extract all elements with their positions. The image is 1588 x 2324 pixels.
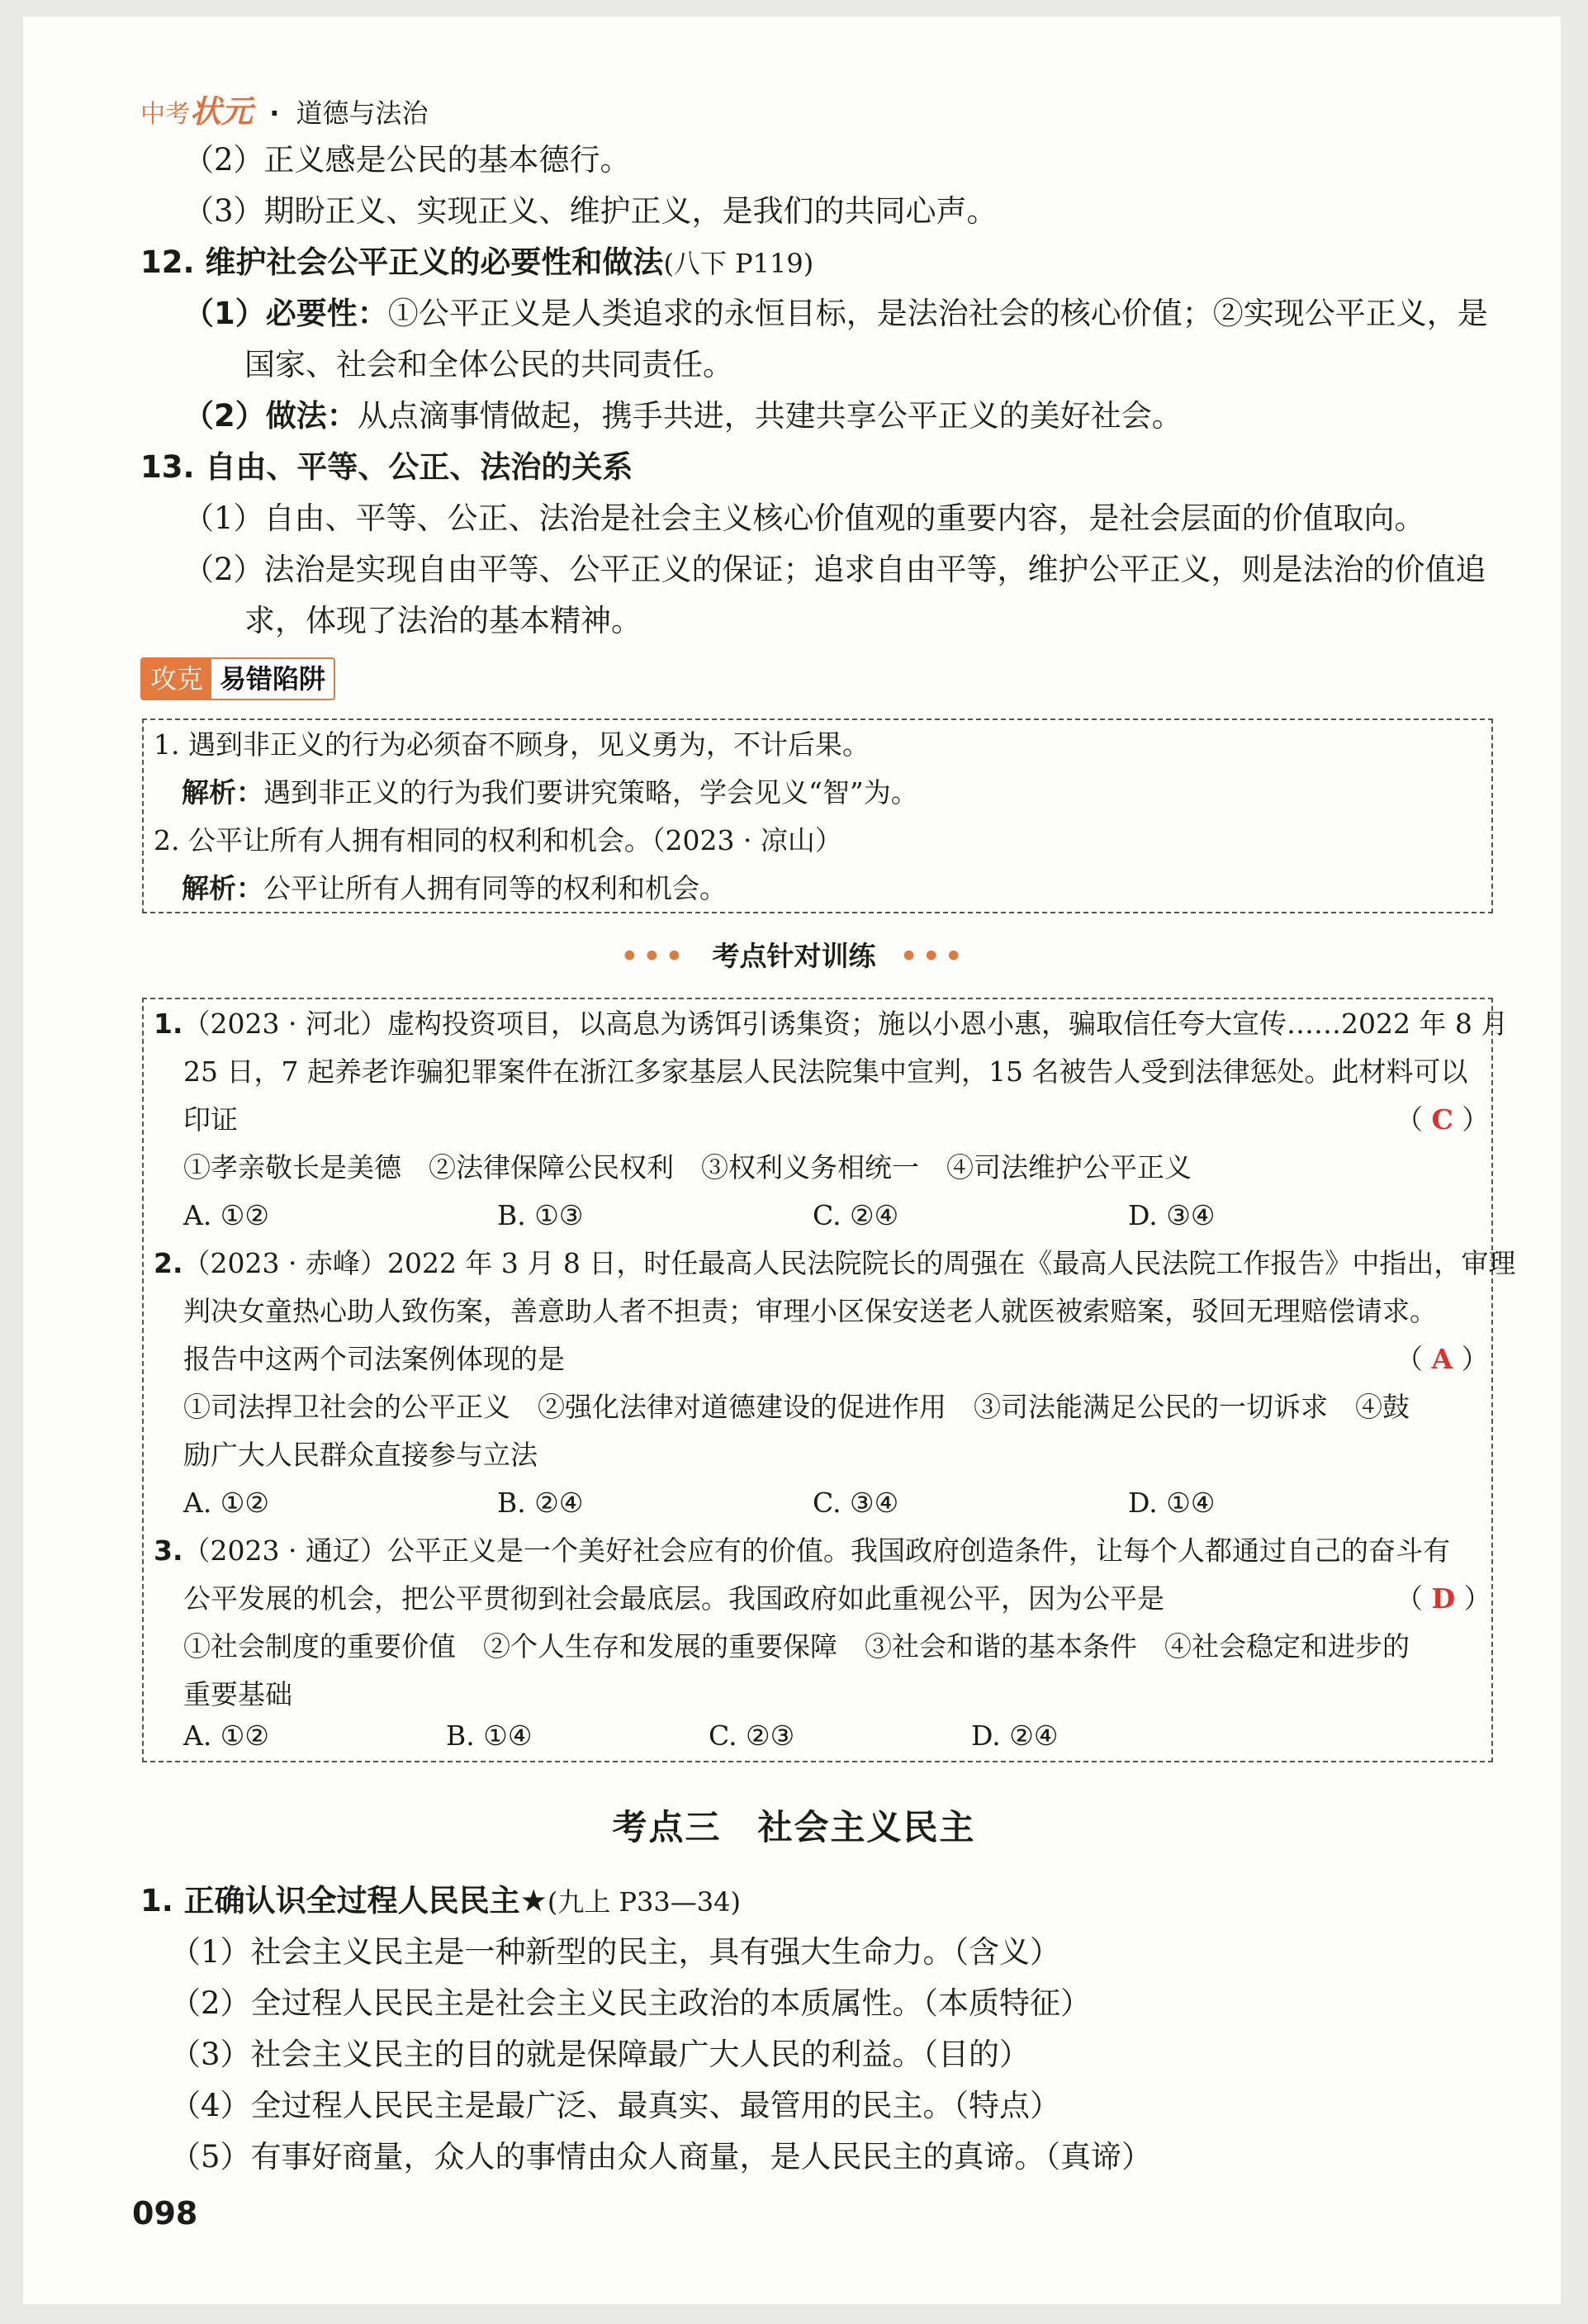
text-line: （1）自由、平等、公正、法治是社会主义核心价值观的重要内容，是社会层面的价值取向。 bbox=[183, 500, 1425, 536]
section3-line: （5）有事好商量，众人的事情由众人商量，是人民民主的真谛。（真谛） bbox=[170, 2139, 1153, 2175]
q2-number: 2. bbox=[154, 1247, 183, 1279]
analysis-label: 解析： bbox=[182, 776, 263, 809]
q2-line: 报告中这两个司法案例体现的是 bbox=[183, 1343, 565, 1375]
q1-line bbox=[154, 1001, 1508, 1047]
dots-right: ••• bbox=[900, 940, 968, 972]
pitfall-tag bbox=[140, 657, 335, 700]
q1-number: 1. bbox=[154, 1008, 183, 1040]
option-b[interactable]: B. ②④ bbox=[497, 1487, 584, 1519]
dots-left: ••• bbox=[620, 940, 688, 972]
text-line: （2）正义感是公民的基本德行。 bbox=[183, 142, 631, 178]
q3-text: （2023 · 通辽）公平正义是一个美好社会应有的价值。我国政府创造条件，让每个人都通过自己的奋斗有 bbox=[183, 1534, 1450, 1567]
section3-line: （4）全过程人民民主是最广泛、最真实、最管用的民主。（特点） bbox=[170, 2088, 1061, 2123]
q2-answer: （ A ） bbox=[1396, 1343, 1489, 1375]
q2-text: （2023 · 赤峰）2022 年 3 月 8 日，时任最高人民法院院长的周强在《最高人民法院工作报告》中指出，审理 bbox=[183, 1247, 1516, 1279]
section3-item1-heading bbox=[140, 1880, 741, 1923]
pitfall-tag-left: 攻克 bbox=[142, 659, 211, 699]
header-separator: · bbox=[269, 97, 280, 129]
running-header bbox=[140, 86, 429, 131]
page-number: 098 bbox=[132, 2195, 198, 2232]
q1-line: 25 日，7 起养老诈骗犯罪案件在浙江多家基层人民法院集中宣判，15 名被告人受到法律惩处。此材料可以 bbox=[183, 1055, 1468, 1088]
q1-text: （2023 · 河北）虚构投资项目，以高息为诱饵引诱集资；施以小恩小惠，骗取信任夸大宣传……2022 年 8 月 bbox=[183, 1008, 1509, 1040]
section3-item1-ref: (九上 P33—34) bbox=[547, 1886, 741, 1918]
item12-l1-text: ①公平正义是人类追求的永恒目标，是法治社会的核心价值；②实现公平正义，是 bbox=[387, 296, 1488, 331]
q3-statements-cont: 重要基础 bbox=[183, 1678, 292, 1710]
text-line bbox=[183, 395, 1183, 438]
answer-letter: A bbox=[1431, 1343, 1453, 1375]
training-title-text: 考点针对训练 bbox=[712, 940, 876, 972]
option-c[interactable]: C. ③④ bbox=[813, 1487, 899, 1519]
brand-small: 中考 bbox=[140, 100, 190, 129]
q2-statements: ①司法捍卫社会的公平正义 ②强化法律对道德建设的促进作用 ③司法能满足公民的一切诉求 ④鼓 bbox=[183, 1391, 1410, 1423]
analysis-label: 解析： bbox=[182, 872, 263, 904]
q2-line: 判决女童热心助人致伤案，善意助人者不担责；审理小区保安送老人就医被索赔案，驳回无理赔偿请求。 bbox=[183, 1295, 1437, 1327]
item12-l1-label: （1）必要性： bbox=[183, 296, 388, 331]
item13-title: 13. 自由、平等、公正、法治的关系 bbox=[140, 449, 633, 485]
q2-statements-cont: 励广大人民群众直接参与立法 bbox=[183, 1439, 538, 1471]
option-c[interactable]: C. ②④ bbox=[813, 1199, 899, 1231]
option-d[interactable]: D. ②④ bbox=[971, 1719, 1059, 1752]
text-line: （2）法治是实现自由平等、公平正义的保证；追求自由平等，维护公平正义，则是法治的价值追 bbox=[183, 552, 1486, 587]
q1-line: 印证 bbox=[183, 1103, 238, 1136]
pitfall-2-analysis bbox=[182, 866, 727, 912]
item12-title: 12. 维护社会公平正义的必要性和做法 bbox=[140, 244, 664, 280]
pitfall-1: 1. 遇到非正义的行为必须奋不顾身，见义勇为，不计后果。 bbox=[154, 728, 870, 761]
text-line: 国家、社会和全体公民的共同责任。 bbox=[244, 347, 733, 382]
section3-title: 考点三 社会主义民主 bbox=[612, 1807, 976, 1847]
section3-item1-title: 1. 正确认识全过程人民民主★ bbox=[140, 1883, 548, 1918]
q1-answer: （ C ） bbox=[1396, 1103, 1490, 1136]
pitfall-2: 2. 公平让所有人拥有相同的权利和机会。（2023 · 凉山） bbox=[154, 824, 842, 856]
q3-line bbox=[154, 1528, 1450, 1574]
q3-line: 公平发展的机会，把公平贯彻到社会最底层。我国政府如此重视公平，因为公平是 bbox=[183, 1582, 1164, 1615]
option-b[interactable]: B. ①④ bbox=[446, 1719, 533, 1752]
item12-heading bbox=[140, 241, 813, 285]
pitfall-1-analysis bbox=[182, 770, 918, 816]
pitfall-tag-right: 易错陷阱 bbox=[211, 659, 334, 699]
option-a[interactable]: A. ①② bbox=[183, 1199, 269, 1231]
option-a[interactable]: A. ①② bbox=[183, 1719, 269, 1752]
answer-letter: C bbox=[1431, 1103, 1453, 1136]
text-line: （3）期盼正义、实现正义、维护正义，是我们的共同心声。 bbox=[183, 193, 998, 229]
text-line: 求，体现了法治的基本精神。 bbox=[244, 603, 642, 638]
section3-line: （2）全过程人民民主是社会主义民主政治的本质属性。（本质特征） bbox=[170, 1985, 1092, 2021]
section3-line: （3）社会主义民主的目的就是保障最广大人民的利益。（目的） bbox=[170, 2037, 1031, 2072]
q3-answer: （ D ） bbox=[1396, 1582, 1491, 1615]
answer-letter: D bbox=[1431, 1582, 1456, 1615]
header-subject: 道德与法治 bbox=[296, 97, 429, 129]
option-c[interactable]: C. ②③ bbox=[709, 1719, 795, 1752]
item12-l2-label: （2）做法： bbox=[183, 398, 358, 434]
item12-ref: (八下 P119) bbox=[663, 248, 814, 279]
q3-number: 3. bbox=[154, 1534, 183, 1567]
option-d[interactable]: D. ③④ bbox=[1128, 1199, 1216, 1231]
item12-l2-text: 从点滴事情做起，携手共进，共建共享公平正义的美好社会。 bbox=[357, 398, 1183, 434]
section3-line: （1）社会主义民主是一种新型的民主，具有强大生命力。（含义） bbox=[170, 1934, 1061, 1970]
analysis-text: 公平让所有人拥有同等的权利和机会。 bbox=[263, 872, 727, 904]
q3-statements: ①社会制度的重要价值 ②个人生存和发展的重要保障 ③社会和谐的基本条件 ④社会稳定和进步的 bbox=[183, 1630, 1410, 1662]
q2-line bbox=[154, 1240, 1515, 1287]
analysis-text: 遇到非正义的行为我们要讲究策略，学会见义“智”为。 bbox=[263, 776, 918, 809]
option-b[interactable]: B. ①③ bbox=[497, 1199, 584, 1231]
option-a[interactable]: A. ①② bbox=[183, 1487, 269, 1519]
q1-statements: ①孝亲敬长是美德 ②法律保障公民权利 ③权利义务相统一 ④司法维护公平正义 bbox=[183, 1151, 1192, 1183]
option-d[interactable]: D. ①④ bbox=[1128, 1487, 1216, 1519]
training-title bbox=[0, 935, 1588, 974]
text-line bbox=[183, 292, 1488, 335]
brand-logo: 状元 bbox=[190, 92, 254, 130]
